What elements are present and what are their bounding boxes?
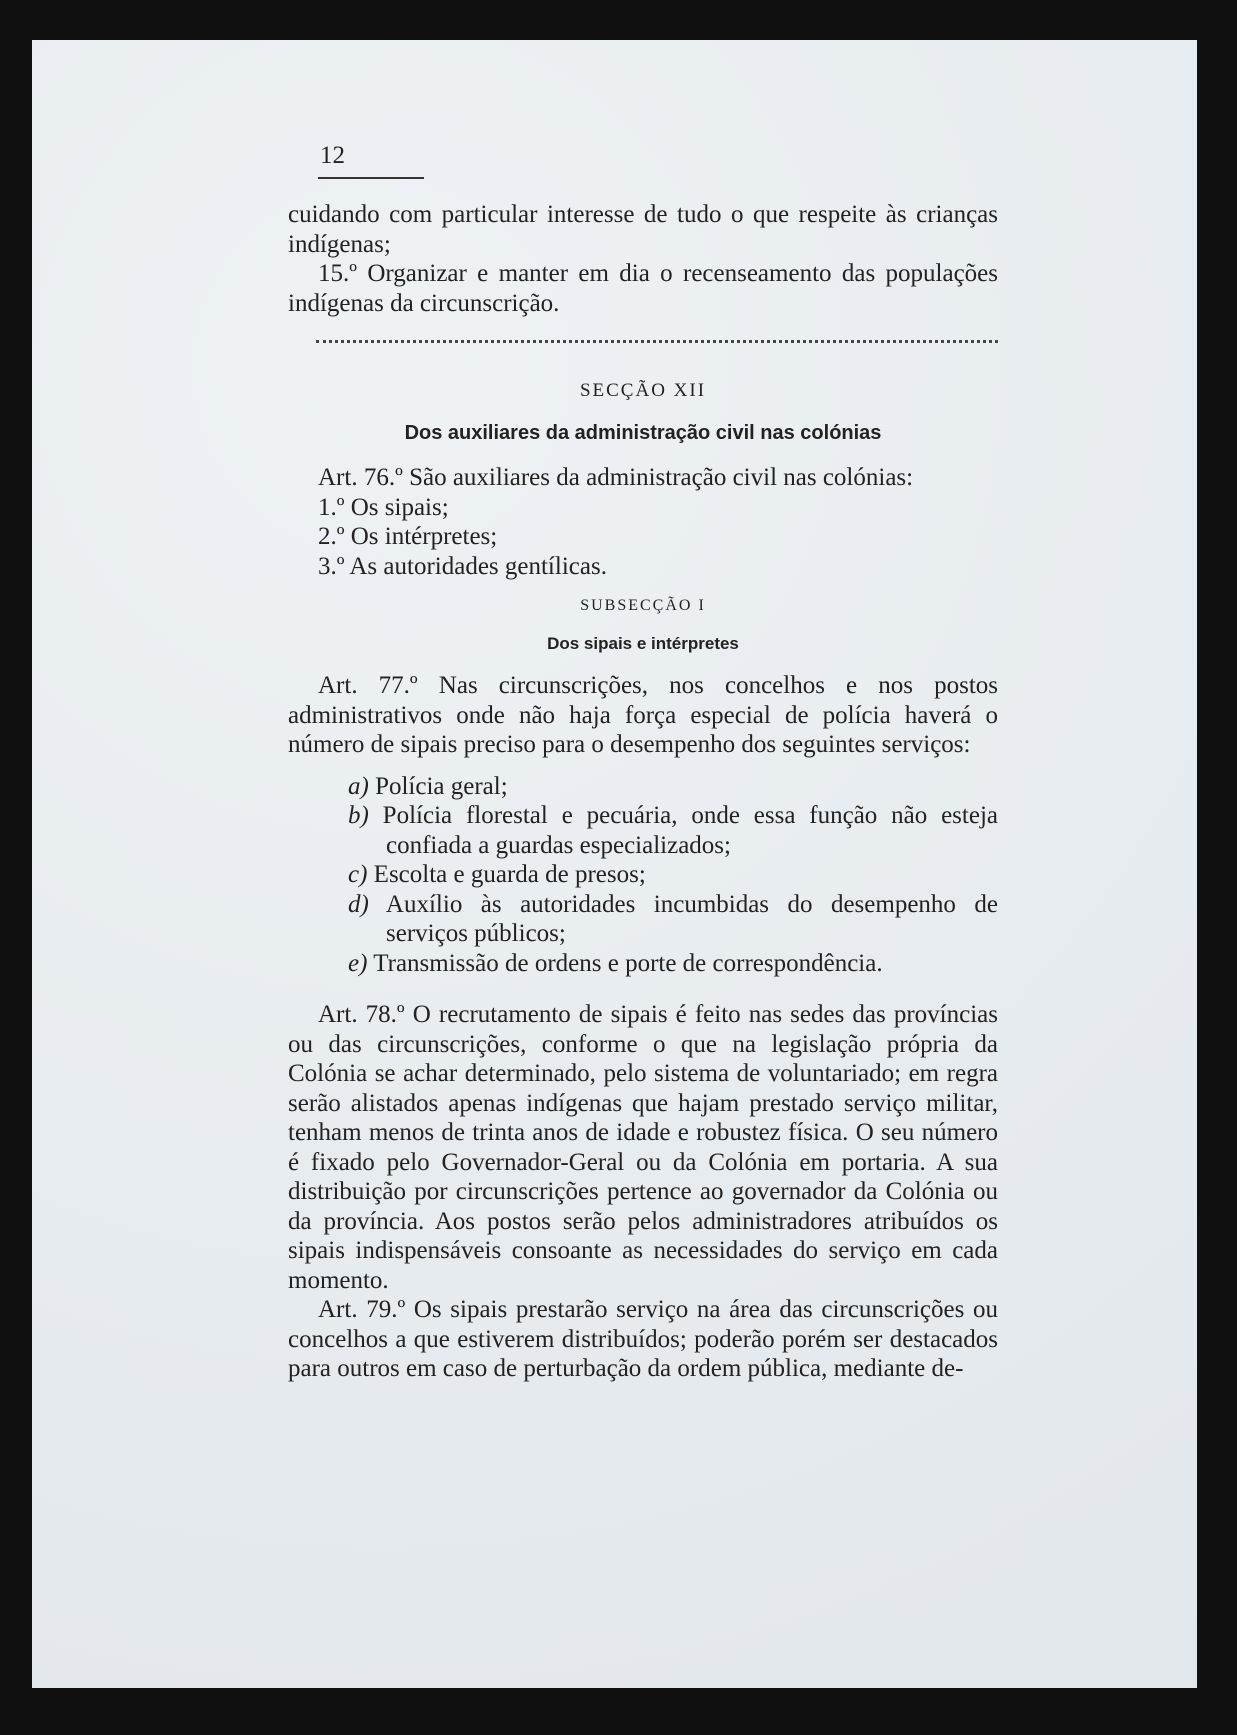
- article-76: Art. 76.º São auxiliares da administração civil nas colónias:: [318, 464, 914, 491]
- article-77-list: [288, 772, 998, 979]
- article-77-item-b: [288, 801, 998, 860]
- article-76-item-1: 1.º Os sipais;: [318, 493, 449, 521]
- document-body: [288, 200, 998, 1384]
- item-letter: a): [348, 772, 369, 800]
- item-letter: c): [348, 861, 368, 888]
- item-text: Transmissão de ordens e porte de correspondência.: [373, 949, 883, 977]
- item-letter: b): [348, 802, 369, 829]
- dotted-separator: [316, 328, 998, 343]
- item-text: Auxílio às autoridades incumbidas do desempenho de serviços públicos;: [385, 890, 998, 947]
- article-79: Art. 79.º Os sipais prestarão serviço na área das circunscrições ou concelhos a que estiverem distribuídos; poderão porém ser destacados para outros em caso de perturbação da ordem pública, mediante de-: [288, 1296, 998, 1382]
- section-title: Dos auxiliares da administração civil nas colónias: [404, 422, 882, 444]
- item-text: Polícia florestal e pecuária, onde essa função não esteja confiada a guardas especializados;: [382, 802, 998, 859]
- item-text: Escolta e guarda de presos;: [373, 861, 646, 888]
- article-77-item-d: [288, 890, 998, 949]
- item-letter: d): [348, 890, 369, 918]
- article-78: Art. 78.º O recrutamento de sipais é feito nas sedes das províncias ou das circunscrições, conforme o que na legislação própria da Colónia se achar determinado, pelo sistema de voluntariado; em regra serão alistados apenas indígenas que hajam prestado serviço militar, tenham menos de trinta anos de idade e robustez física. O seu número é fixado pelo Governador-Geral ou da Colónia em portaria. A sua distribuição por circunscrições pertence ao governador da Colónia ou da província. Aos postos serão pelos administradores atribuídos os sipais indispensáveis consoante as necessidades do serviço em cada momento.: [288, 1001, 998, 1294]
- intro-paragraph: cuidando com particular interesse de tudo o que respeite às crianças indígenas;: [288, 201, 998, 258]
- section-label: SECÇÃO XII: [579, 380, 707, 401]
- article-77-item-c: [288, 860, 998, 890]
- article-77-item-a: [288, 772, 998, 802]
- page-number-underline: [318, 177, 424, 179]
- article-77: Art. 77.º Nas circunscrições, nos concelhos e nos postos administrativos onde não haja força especial de polícia haverá o número de sipais preciso para o desempenho dos seguintes serviços:: [288, 672, 998, 758]
- item-text: Polícia geral;: [375, 772, 508, 800]
- article-76-item-3: 3.º As autoridades gentílicas.: [318, 552, 607, 580]
- article-76-item-2: 2.º Os intérpretes;: [318, 523, 498, 550]
- page-number: 12: [320, 142, 345, 169]
- subsection-title: Dos sipais e intérpretes: [547, 634, 739, 653]
- item-15-paragraph: 15.º Organizar e manter em dia o recenseamento das populações indígenas da circunscrição.: [288, 260, 998, 317]
- item-letter: e): [348, 949, 368, 977]
- subsection-label: SUBSECÇÃO I: [580, 597, 706, 614]
- article-77-item-e: [288, 949, 998, 979]
